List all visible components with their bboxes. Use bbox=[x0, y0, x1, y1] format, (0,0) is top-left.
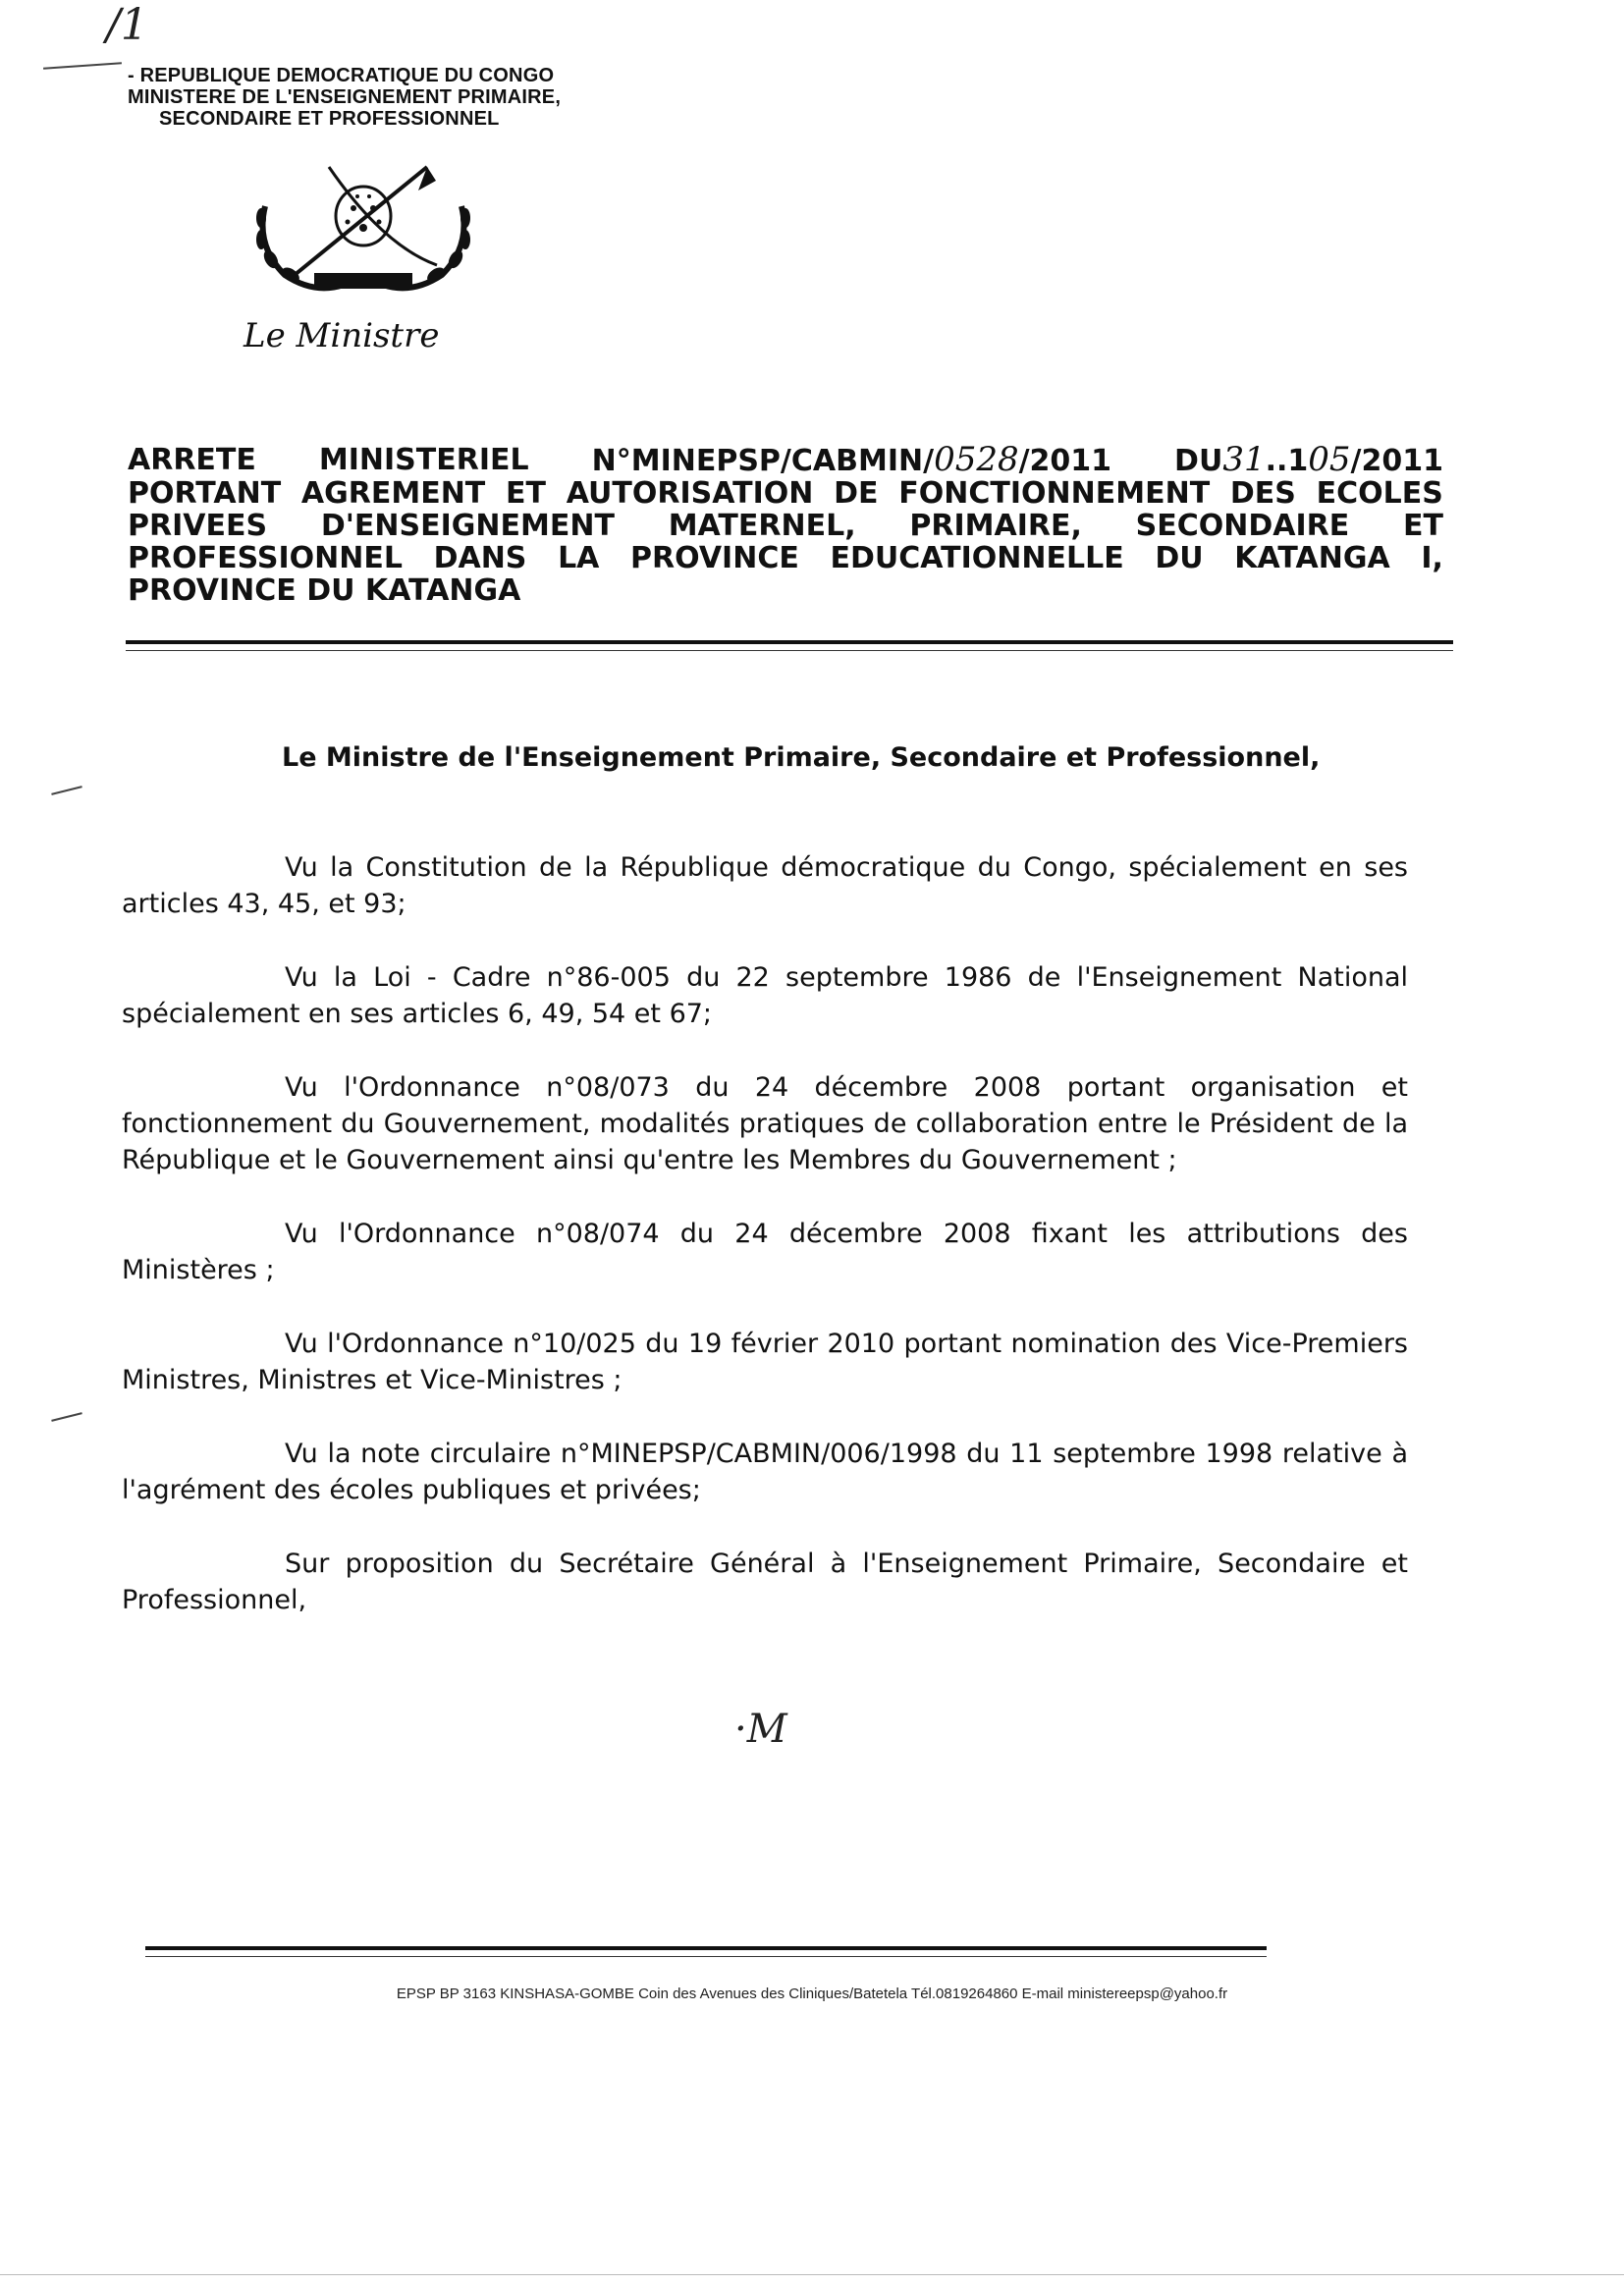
margin-scratch bbox=[43, 62, 122, 70]
title-line-5: PROVINCE DU KATANGA bbox=[128, 573, 521, 608]
title-divider-thin bbox=[126, 650, 1453, 651]
title-word: AGREMENT bbox=[300, 476, 486, 511]
title-word: FONCTIONNEMENT bbox=[898, 476, 1211, 511]
decree-year: /2011 bbox=[1018, 444, 1112, 478]
paragraph-ordonnance-074: Vu l'Ordonnance n°08/074 du 24 décembre 2008 fixant les attributions des Ministères ; bbox=[122, 1219, 1408, 1285]
title-line-2 bbox=[128, 477, 1443, 510]
decree-number bbox=[591, 440, 1112, 479]
date-year: /2011 bbox=[1350, 444, 1443, 478]
paragraph-ordonnance-025: Vu l'Ordonnance n°10/025 du 19 février 2010 portant nomination des Vice-Premiers Ministres, Ministres et Vice-Ministres ; bbox=[122, 1329, 1408, 1395]
margin-scratch bbox=[51, 1412, 82, 1422]
footer-divider-thin bbox=[145, 1956, 1267, 1957]
title-line-4 bbox=[128, 542, 1443, 574]
title-word: ET bbox=[1403, 509, 1443, 543]
footer-divider bbox=[145, 1946, 1267, 1950]
paragraph-note-circulaire: Vu la note circulaire n°MINEPSP/CABMIN/006/1998 du 11 septembre 1998 relative à l'agrément des écoles publiques et privées; bbox=[122, 1439, 1408, 1505]
leopard-coat-of-arms-icon bbox=[236, 157, 491, 304]
title-word: I, bbox=[1421, 541, 1443, 575]
title-word: ARRETE bbox=[128, 443, 256, 477]
title-word: SECONDAIRE bbox=[1135, 509, 1350, 543]
date-separator: ..1 bbox=[1265, 444, 1309, 478]
letterhead-ministry: MINISTERE DE L'ENSEIGNEMENT PRIMAIRE, bbox=[128, 86, 562, 108]
paragraph-proposition: Sur proposition du Secrétaire Général à l'Enseignement Primaire, Secondaire et Professionnel, bbox=[122, 1549, 1408, 1615]
title-word: PRIMAIRE, bbox=[909, 509, 1082, 543]
letterhead-ministry-cont: SECONDAIRE ET PROFESSIONNEL bbox=[159, 108, 500, 130]
title-word: ET bbox=[506, 476, 546, 511]
margin-scratch bbox=[51, 786, 82, 795]
paragraph-constitution: Vu la Constitution de la République démocratique du Congo, spécialement en ses articles 43, 45, et 93; bbox=[122, 852, 1408, 919]
date-prefix: DU bbox=[1174, 444, 1223, 478]
title-word: DU bbox=[1155, 541, 1204, 575]
handwritten-date-day: 31 bbox=[1222, 440, 1266, 479]
handwritten-date-month: 05 bbox=[1308, 440, 1351, 479]
title-line-3 bbox=[128, 510, 1443, 542]
handwritten-initials: ·M bbox=[734, 1707, 787, 1752]
title-word: D'ENSEIGNEMENT bbox=[320, 509, 615, 543]
title-word: AUTORISATION bbox=[566, 476, 814, 511]
title-word: DE bbox=[834, 476, 879, 511]
minister-signature-title: Le Ministre bbox=[244, 316, 440, 355]
title-word: PORTANT bbox=[128, 476, 282, 511]
title-word: DANS bbox=[433, 541, 527, 575]
title-word: MINISTERIEL bbox=[318, 443, 529, 477]
decree-date bbox=[1174, 440, 1443, 479]
handwritten-page-mark: /1 bbox=[106, 0, 148, 50]
salutation: Le Ministre de l'Enseignement Primaire, Secondaire et Professionnel, bbox=[282, 742, 1321, 773]
footer-contact: EPSP BP 3163 KINSHASA-GOMBE Coin des Avenues des Cliniques/Batetela Tél.0819264860 E-mail ministereepsp@yahoo.fr bbox=[396, 1986, 1228, 2002]
title-word: PRIVEES bbox=[128, 509, 268, 543]
letterhead-country: - REPUBLIQUE DEMOCRATIQUE DU CONGO bbox=[128, 65, 555, 86]
title-word: KATANGA bbox=[1234, 541, 1390, 575]
title-word: PROVINCE bbox=[630, 541, 799, 575]
paragraph-loi-cadre: Vu la Loi - Cadre n°86-005 du 22 septembre 1986 de l'Enseignement National spécialement en ses articles 6, 49, 54 et 67; bbox=[122, 962, 1408, 1029]
scan-edge bbox=[0, 2274, 1624, 2275]
title-word: LA bbox=[558, 541, 600, 575]
decree-prefix: N°MINEPSP/CABMIN/ bbox=[591, 444, 935, 478]
preamble bbox=[122, 849, 1408, 1656]
title-word: EDUCATIONNELLE bbox=[830, 541, 1124, 575]
handwritten-decree-number: 0528 bbox=[934, 440, 1019, 479]
title-word: DES bbox=[1229, 476, 1296, 511]
title-word: PROFESSIONNEL bbox=[128, 541, 403, 575]
title-divider bbox=[126, 640, 1453, 644]
letterhead bbox=[128, 65, 561, 130]
title-word: MATERNEL, bbox=[668, 509, 856, 543]
document-title bbox=[128, 440, 1443, 608]
title-word: ECOLES bbox=[1316, 476, 1443, 511]
title-line-1 bbox=[128, 440, 1443, 479]
paragraph-ordonnance-073: Vu l'Ordonnance n°08/073 du 24 décembre 2008 portant organisation et fonctionnement du Gouvernement, modalités pratiques de collaboration entre le Président de la République et le Gouvernement ainsi qu'entre les Membres du Gouvernement ; bbox=[122, 1072, 1408, 1175]
